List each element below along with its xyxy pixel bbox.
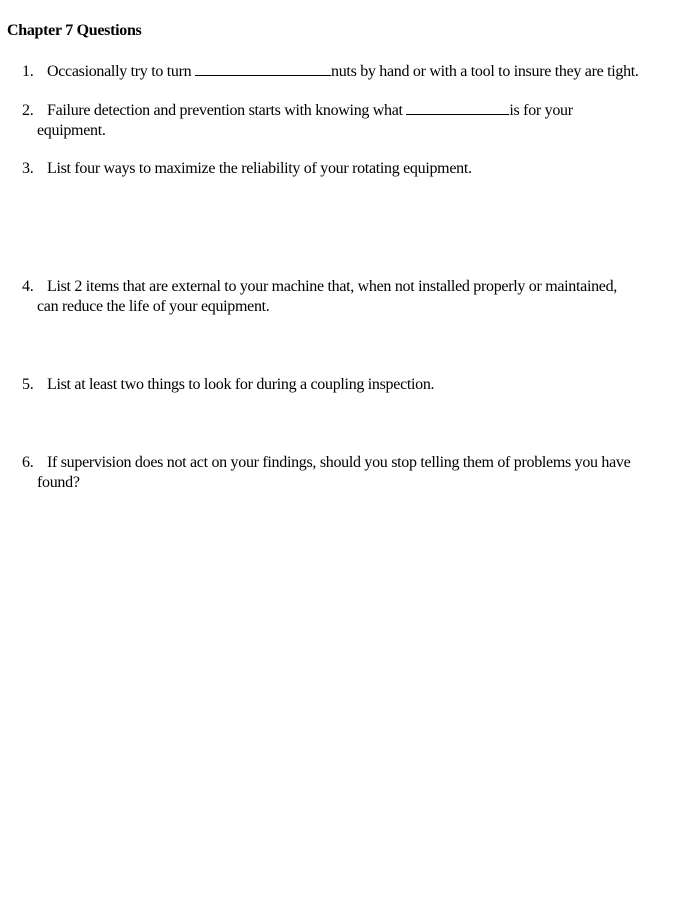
question-4 xyxy=(22,277,688,317)
question-3 xyxy=(22,159,688,179)
question-number: 1. xyxy=(22,63,34,80)
question-3-line-1 xyxy=(22,159,688,179)
question-1-line-1 xyxy=(22,61,688,82)
question-4-line-2: can reduce the life of your equipment. xyxy=(37,298,270,315)
question-number: 4. xyxy=(22,278,34,295)
question-2-line-2: equipment. xyxy=(37,122,106,139)
question-text: If supervision does not act on your findings, should you stop telling them of problems you have xyxy=(47,454,631,471)
answer-blank[interactable] xyxy=(195,61,331,76)
question-6-line-1 xyxy=(22,453,688,473)
question-6-line-2: found? xyxy=(37,474,80,491)
question-text: Occasionally try to turn xyxy=(47,63,196,80)
question-number: 5. xyxy=(22,376,34,393)
question-4-line-1 xyxy=(22,277,688,297)
question-text: is for your xyxy=(509,102,573,119)
answer-blank[interactable] xyxy=(406,100,509,115)
question-text: List four ways to maximize the reliability of your rotating equipment. xyxy=(47,160,472,177)
question-text: nuts by hand or with a tool to insure they are tight. xyxy=(331,63,639,80)
question-text: Failure detection and prevention starts with knowing what xyxy=(47,102,407,119)
question-6 xyxy=(22,453,688,493)
question-number: 3. xyxy=(22,160,34,177)
question-5-line-1 xyxy=(22,375,688,395)
question-5 xyxy=(22,375,688,395)
question-number: 6. xyxy=(22,454,34,471)
question-1 xyxy=(22,61,688,82)
page-title: Chapter 7 Questions xyxy=(7,22,142,39)
question-number: 2. xyxy=(22,102,34,119)
question-2 xyxy=(22,100,688,141)
question-text: List 2 items that are external to your machine that, when not installed properly or maintained, xyxy=(47,278,617,295)
question-2-line-1 xyxy=(22,100,688,121)
question-text: List at least two things to look for during a coupling inspection. xyxy=(47,376,435,393)
